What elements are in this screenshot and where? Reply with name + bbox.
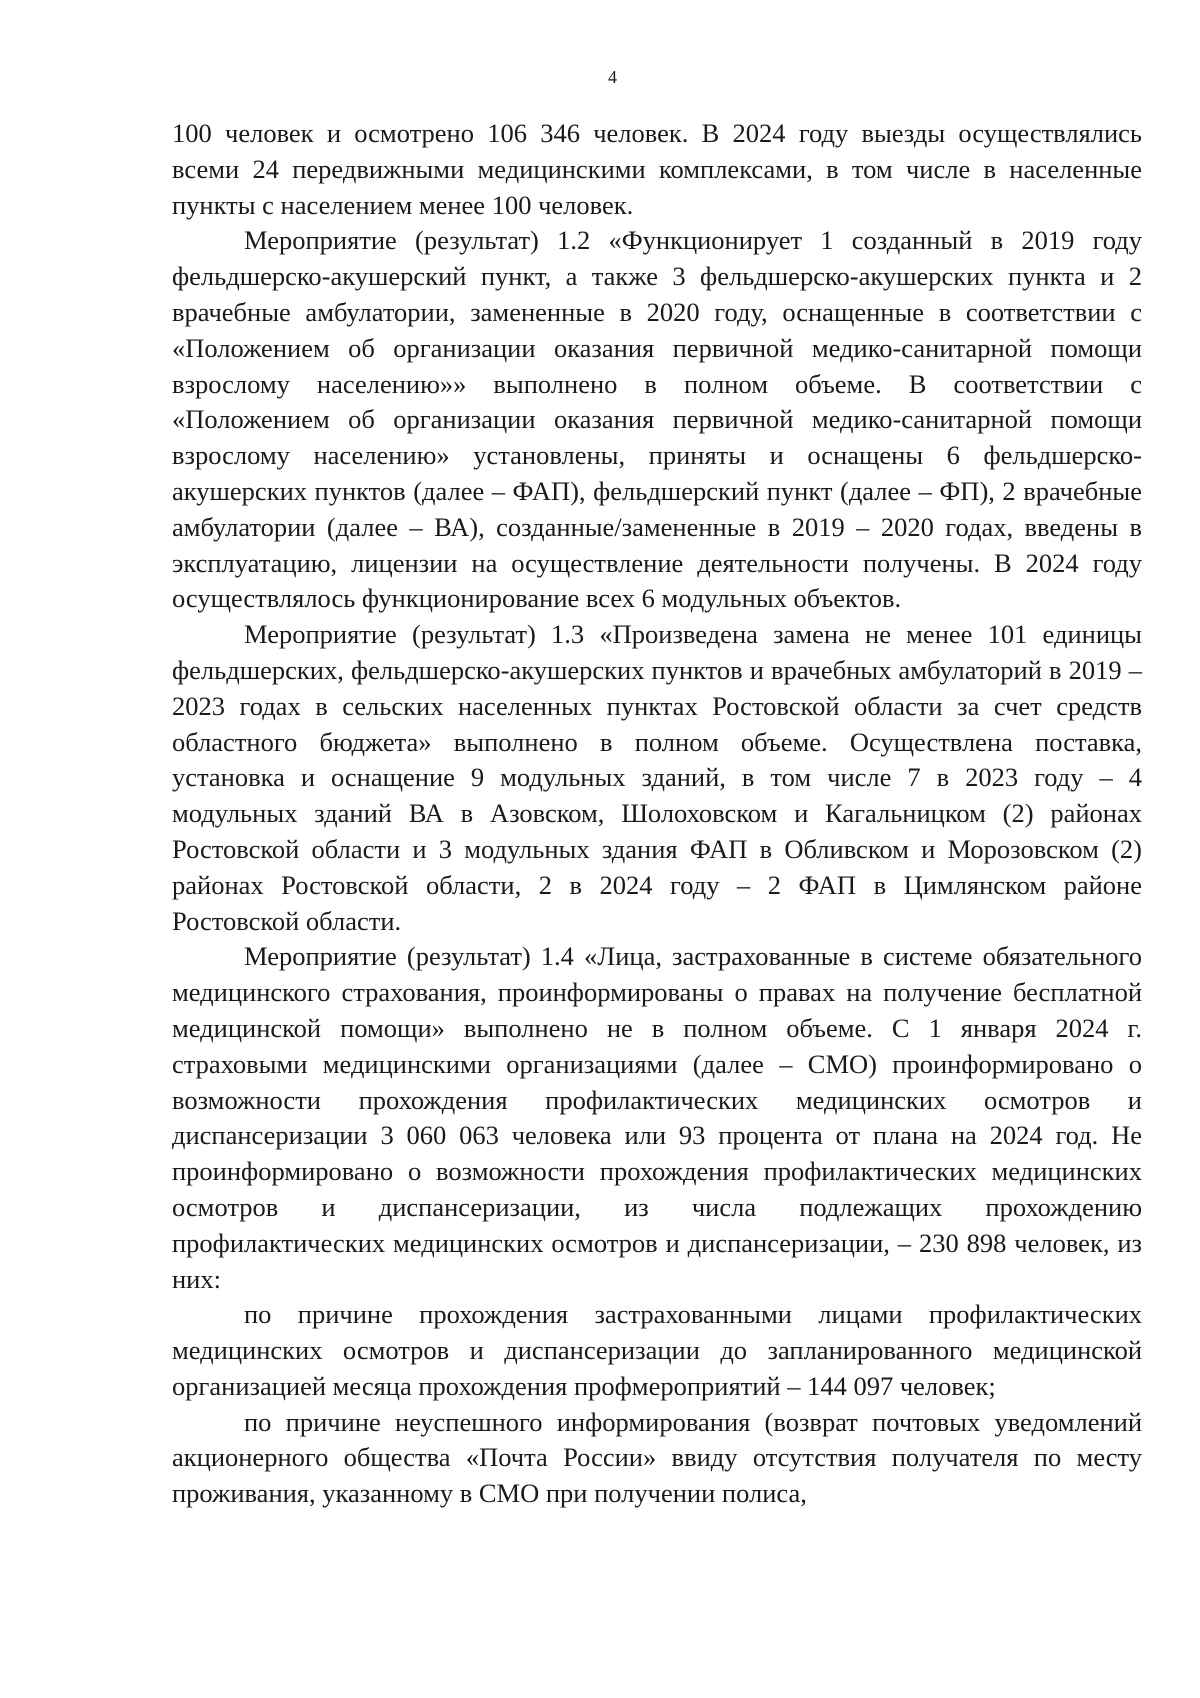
page-number: 4	[608, 67, 617, 87]
paragraph-reason-failed-notification: по причине неуспешного информирования (возврат почтовых уведомлений акционерного общества «Почта России» ввиду отсутствия получателя по месту проживания, указанному в СМО при получении полиса,	[172, 1406, 1142, 1509]
paragraph-measure-1-4: Мероприятие (результат) 1.4 «Лица, застрахованные в системе обязательного медицинского страхования, проинформированы о правах на получение бесплатной медицинской помощи» выполнено не в полном объеме. С 1 января 2024 г. страховыми медицинскими организациями (далее – СМО) проинформировано о возможности прохождения профилактических медицинских осмотров и диспансеризации 3 060 063 человека или 93 процента от плана на 2024 год. Не проинформировано о возможности прохождения профилактических медицинских осмотров и диспансеризации, из числа подлежащих прохождению профилактических медицинских осмотров и диспансеризации, – 230 898 человек, из них:	[172, 941, 1142, 1294]
document-body	[172, 116, 1142, 1512]
paragraph-measure-1-3: Мероприятие (результат) 1.3 «Произведена замена не менее 101 единицы фельдшерских, фельдшерско-акушерских пунктов и врачебных амбулаторий в 2019 – 2023 годах в сельских населенных пунктах Ростовской области за счет средств областного бюджета» выполнено в полном объеме. Осуществлена поставка, установка и оснащение 9 модульных зданий, в том числе 7 в 2023 году – 4 модульных зданий ВА в Азовском, Шолоховском и Кагальницком (2) районах Ростовской области и 3 модульных здания ФАП в Обливском и Морозовском (2) районах Ростовской области, 2 в 2024 году – 2 ФАП в Цимлянском районе Ростовской области.	[172, 619, 1142, 936]
paragraph-continuation: 100 человек и осмотрено 106 346 человек. В 2024 году выезды осуществлялись всеми 24 передвижными медицинскими комплексами, в том числе в населенные пункты с населением менее 100 человек.	[172, 118, 1142, 220]
paragraph-measure-1-2: Мероприятие (результат) 1.2 «Функционирует 1 созданный в 2019 году фельдшерско-акушерский пункт, а также 3 фельдшерско-акушерских пункта и 2 врачебные амбулатории, замененные в 2020 году, оснащенные в соответствии с «Положением об организации оказания первичной медико-санитарной помощи взрослому населению»» выполнено в полном объеме. В соответствии с «Положением об организации оказания первичной медико-санитарной помощи взрослому населению» установлены, приняты и оснащены 6 фельдшерско-акушерских пунктов (далее – ФАП), фельдшерский пункт (далее – ФП), 2 врачебные амбулатории (далее – ВА), созданные/замененные в 2019 – 2020 годах, введены в эксплуатацию, лицензии на осуществление деятельности получены. В 2024 году осуществлялось функционирование всех 6 модульных объектов.	[172, 225, 1142, 614]
paragraph-reason-early-checkup: по причине прохождения застрахованными лицами профилактических медицинских осмотров и диспансеризации до запланированного медицинской организацией месяца прохождения профмероприятий – 144 097 человек;	[172, 1299, 1142, 1401]
